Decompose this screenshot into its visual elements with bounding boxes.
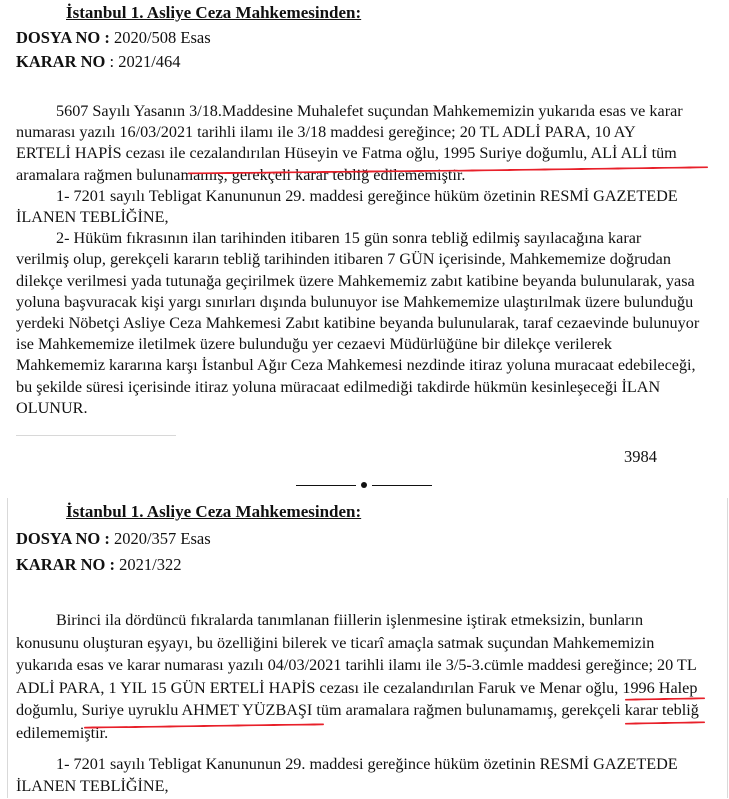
- notice2-karar-label: KARAR NO :: [16, 555, 115, 574]
- notice2-dosya: [16, 529, 211, 549]
- notice2-body: [16, 609, 708, 798]
- notice1-line: numarası yazılı 16/03/2021 tarihli ilamı ile 3/18 maddesi gereğince; 20 TL ADLİ PARA, 10 AY: [16, 123, 636, 142]
- notice2-karar-value: 2021/322: [119, 555, 182, 574]
- notice1-dosya-value: 2020/508 Esas: [113, 28, 211, 47]
- notice1-karar: [16, 52, 181, 72]
- notice2-line: ADLİ PARA, 1 YIL 15 GÜN ERTELİ HAPİS cezası ile cezalandırılan Faruk ve Menar oğlu, 1996 Halep: [16, 678, 698, 697]
- notice2-karar: [16, 555, 181, 575]
- notice1-line: 2- Hüküm fıkrasının ilan tarihinden itibaren 15 gün sonra tebliğ edilmiş sayılacağına karar: [56, 229, 642, 248]
- notice1-line: yerdeki Nöbetçi Asliye Ceza Mahkemesi Zabıt katibine beyanda bulunularak, taraf cezaevinde bulunuyor: [16, 314, 700, 333]
- notice1-line: 1- 7201 sayılı Tebligat Kanununun 29. maddesi gereğince hüküm özetinin RESMİ GAZETEDE: [56, 186, 678, 205]
- notice2-line: Birinci ila dördüncü fıkralarda tanımlanan fiillerin işlenmesine iştirak etmeksizin, bunların: [56, 611, 644, 629]
- notice2-line: yukarıda esas ve karar numarası yazılı 04/03/2021 tarihli ilamı ile 3/5-3.cümle maddesi gereğince; 20 TL: [16, 656, 697, 675]
- notice1-line: dilekçe verilmesi yada tutunağa geçirilmek üzere Mahkememiz zabıt katibine beyanda bulunularak, yasa: [16, 271, 695, 290]
- faint-rule: [16, 435, 176, 436]
- notice2-dosya-label: DOSYA NO :: [16, 529, 110, 548]
- separator-left: [296, 485, 356, 486]
- notice1-karar-label: KARAR NO: [16, 52, 106, 71]
- notice1-line: bu şekilde süresi içerisinde itiraz yoluna müracaat edilmediği takdirde hükmün kesinleşeceği İLAN: [16, 377, 661, 396]
- notice1-line: yoluna başvuracak kişi yargı sınırları dışında bulunuyor ise Mahkememize ulaştırılmak üzere bulunduğu: [16, 292, 694, 311]
- notice2-line: 1- 7201 sayılı Tebligat Kanununun 29. maddesi gereğince hüküm özetinin RESMİ GAZETEDE: [56, 754, 678, 773]
- notice1-line: verilmiş olup, gerekçeli kararın tebliğ tarihinden itibaren 7 GÜN içerisinde, Mahkememize doğrudan: [16, 250, 671, 269]
- notice1-line: ERTELİ HAPİS cezası ile cezalandırılan Hüseyin ve Fatma oğlu, 1995 Suriye doğumlu, ALİ ALİ tüm: [16, 144, 677, 163]
- notice2-line: edilememiştir.: [16, 723, 109, 742]
- notice1-line: İLANEN TEBLİĞİNE,: [16, 208, 169, 227]
- notice2-line: İLANEN TEBLİĞİNE,: [16, 777, 169, 796]
- notice1-line: Mahkememiz kararına karşı İstanbul Ağır Ceza Mahkemesi nezdinde itiraz yoluna muracaat edebileceği,: [16, 356, 696, 375]
- notice2-court-title: İstanbul 1. Asliye Ceza Mahkemesinden:: [66, 502, 362, 521]
- separator-dot: [361, 482, 367, 488]
- notice1-number: 3984: [624, 447, 657, 466]
- notice1-line: 5607 Sayılı Yasanın 3/18.Maddesine Muhalefet suçundan Mahkememizin yukarıda esas ve karar: [56, 102, 683, 120]
- notice2-dosya-value: 2020/357 Esas: [113, 529, 211, 548]
- notice2-line: konusunu oluşturan eşyayı, bu özelliğini bilerek ve ticarî amaçla satmak suçundan Mahkememizin: [16, 633, 655, 652]
- notice1-line: aramalara rağmen bulunamamış, gerekçeli karar tebliğ edilememiştir.: [16, 165, 466, 184]
- separator-right: [372, 485, 432, 486]
- notice1-court-title: İstanbul 1. Asliye Ceza Mahkemesinden:: [66, 3, 362, 22]
- notice1-line: OLUNUR.: [16, 398, 88, 417]
- notice1-dosya: [16, 28, 211, 48]
- notice1-dosya-label: DOSYA NO :: [16, 28, 110, 47]
- notice1-karar-value: : 2021/464: [109, 52, 181, 71]
- notice2-line: doğumlu, Suriye uyruklu AHMET YÜZBAŞI tüm aramalara rağmen bulunamamış, gerekçeli karar tebliğ: [16, 701, 699, 720]
- notice1-line: ise Mahkememize iletilmek üzere bulunduğu yer cezaevi Müdürlüğüne bir dilekçe verilerek: [16, 335, 613, 354]
- notice1-body: [16, 101, 708, 419]
